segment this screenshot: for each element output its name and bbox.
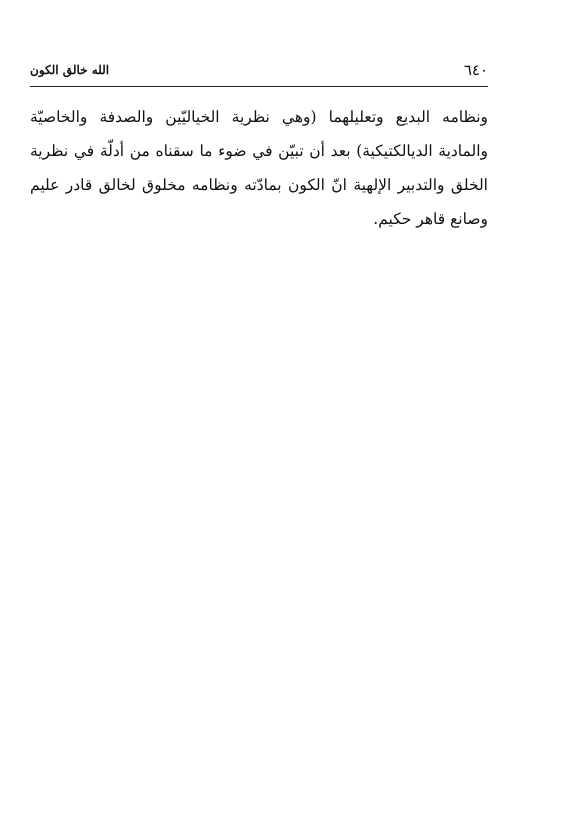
running-title: الله خالق الكون bbox=[30, 63, 110, 77]
header-divider bbox=[30, 86, 488, 87]
page-header bbox=[30, 60, 488, 84]
page-number: ٦٤٠ bbox=[463, 61, 488, 79]
body-paragraph: ونظامه البديع وتعليلهما (وهي نظرية الخياليّين والصدفة والخاصيّة والمادية الديالكتيكية) بعد أن تبيّن في ضوء ما سقناه من أدلّة في نظرية الخلق والتدبير الإلهية انّ الكون بمادّته ونظامه مخلوق لخالق قادر عليم وصانع قاهر حكيم. bbox=[30, 108, 488, 228]
